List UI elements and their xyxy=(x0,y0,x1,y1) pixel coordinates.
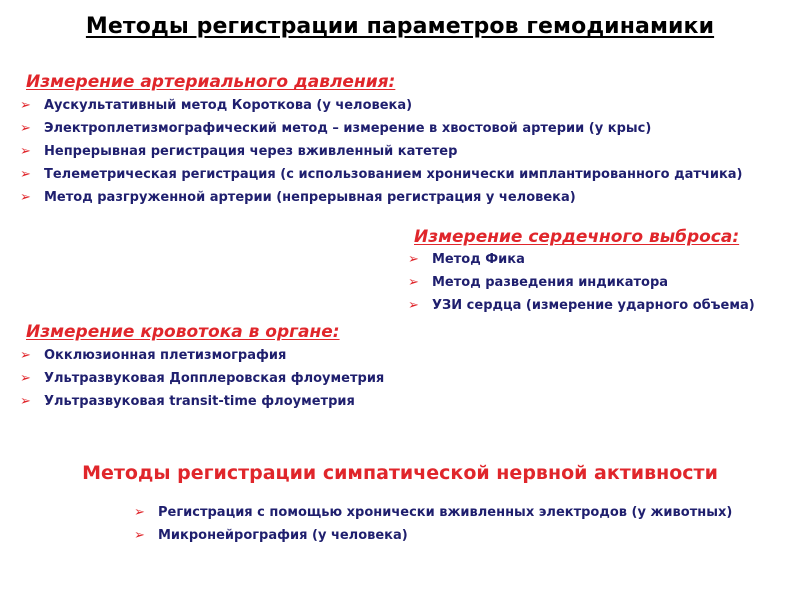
arrowhead-bullet-icon: ➢ xyxy=(20,144,31,159)
arrowhead-bullet-icon: ➢ xyxy=(408,275,419,290)
list-item-text: Аускультативный метод Короткова (у человека) xyxy=(44,98,413,113)
list-item-text: Метод разгруженной артерии (непрерывная регистрация у человека) xyxy=(44,190,576,205)
arrowhead-bullet-icon: ➢ xyxy=(408,298,419,313)
list-item-text: Телеметрическая регистрация (с использованием хронически имплантированного датчика) xyxy=(44,167,743,182)
list-item-text: Непрерывная регистрация через вживленный катетер xyxy=(44,144,458,159)
list-item xyxy=(408,275,755,298)
list-item-text: Окклюзионная плетизмография xyxy=(44,348,287,363)
organ-blood-flow-list xyxy=(20,348,384,417)
list-item-text: УЗИ сердца (измерение ударного объема) xyxy=(432,298,755,313)
list-item xyxy=(20,371,384,394)
list-item xyxy=(20,348,384,371)
list-item xyxy=(20,394,384,417)
arrowhead-bullet-icon: ➢ xyxy=(20,371,31,386)
list-item xyxy=(408,252,755,275)
list-item xyxy=(134,528,732,551)
list-item-text: Метод Фика xyxy=(432,252,525,267)
arrowhead-bullet-icon: ➢ xyxy=(20,394,31,409)
list-item xyxy=(20,121,743,144)
list-item xyxy=(20,167,743,190)
cardiac-output-heading: Измерение сердечного выброса: xyxy=(414,227,740,247)
sympathetic-list xyxy=(134,505,732,551)
page-title: Методы регистрации параметров гемодинамики xyxy=(85,14,715,39)
list-item-text: Ультразвуковая Допплеровская флоуметрия xyxy=(44,371,385,386)
sympathetic-title: Методы регистрации симпатической нервной активности xyxy=(82,462,718,484)
list-item-text: Ультразвуковая transit-time флоуметрия xyxy=(44,394,355,409)
list-item-text: Электроплетизмографический метод – измерение в хвостовой артерии (у крыс) xyxy=(44,121,652,136)
arrowhead-bullet-icon: ➢ xyxy=(20,121,31,136)
arrowhead-bullet-icon: ➢ xyxy=(408,252,419,267)
arrowhead-bullet-icon: ➢ xyxy=(134,505,145,520)
list-item xyxy=(408,298,755,321)
list-item xyxy=(20,98,743,121)
arterial-pressure-heading: Измерение артериального давления: xyxy=(26,72,396,92)
list-item xyxy=(134,505,732,528)
arrowhead-bullet-icon: ➢ xyxy=(20,190,31,205)
arrowhead-bullet-icon: ➢ xyxy=(134,528,145,543)
arterial-pressure-list xyxy=(20,98,743,213)
arrowhead-bullet-icon: ➢ xyxy=(20,167,31,182)
list-item-text: Регистрация с помощью хронически вживленных электродов (у животных) xyxy=(158,505,733,520)
cardiac-output-list xyxy=(408,252,755,321)
arrowhead-bullet-icon: ➢ xyxy=(20,98,31,113)
organ-blood-flow-heading: Измерение кровотока в органе: xyxy=(26,322,340,342)
list-item-text: Микронейрография (у человека) xyxy=(158,528,408,543)
list-item xyxy=(20,144,743,167)
list-item xyxy=(20,190,743,213)
arrowhead-bullet-icon: ➢ xyxy=(20,348,31,363)
list-item-text: Метод разведения индикатора xyxy=(432,275,669,290)
